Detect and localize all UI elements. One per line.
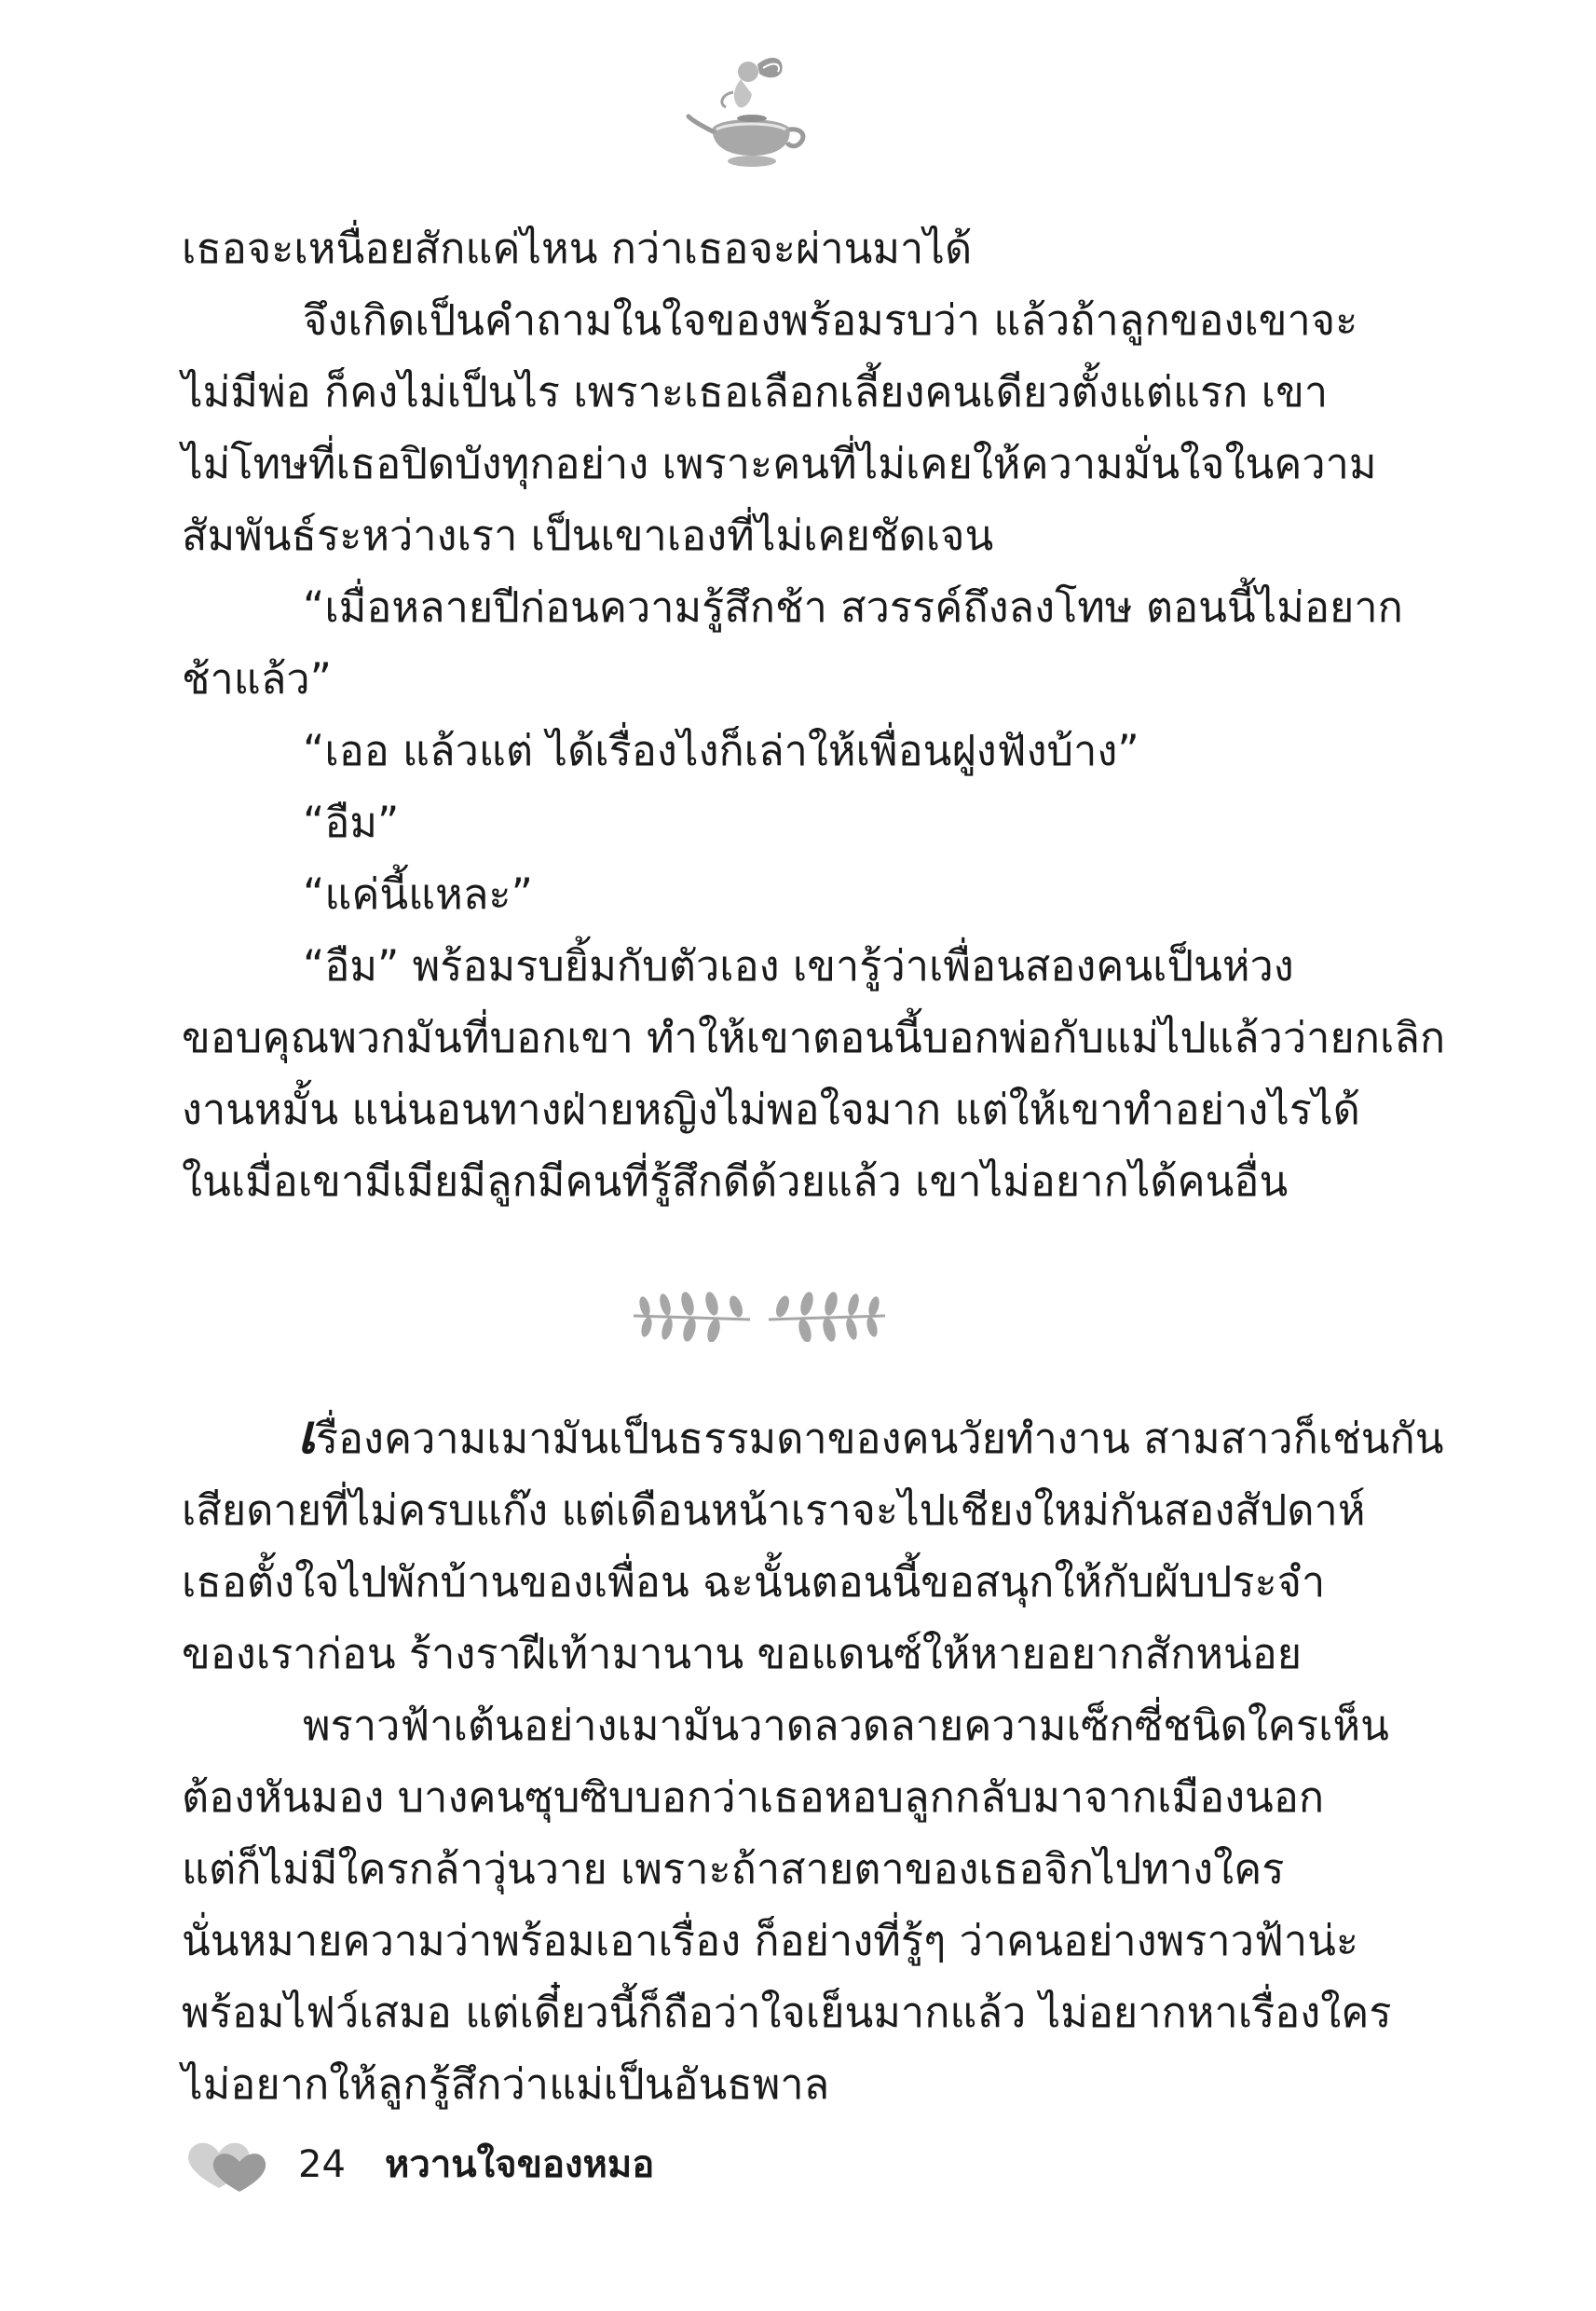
paragraph-line: นั่นหมายความว่าพร้อมเอาเรื่อง ก็อย่างที่รู้ๆ ว่าคนอย่างพราวฟ้าน่ะ <box>182 1916 1359 1965</box>
double-heart-icon <box>182 2132 275 2197</box>
body-text-section-2 <box>182 1402 1444 2120</box>
paragraph-line: ในเมื่อเขามีเมียมีลูกมีคนที่รู้สึกดีด้วยแล้ว เขาไม่อยากได้คนอื่น <box>182 1156 1289 1206</box>
cupid-teapot-ornament-icon <box>685 51 825 172</box>
paragraph-line: “แค่นี้แหละ” <box>303 869 533 919</box>
page-number: 24 <box>298 2143 346 2186</box>
paragraph-line: พร้อมไฟว์เสมอ แต่เดี๋ยวนี้ก็ถือว่าใจเย็นมากแล้ว ไม่อยากหาเรื่องใคร <box>182 1988 1392 2037</box>
first-line-text: รื่องความเมามันเป็นธรรมดาของคนวัยทำงาน สามสาวก็เช่นกัน <box>315 1414 1444 1463</box>
page-footer <box>182 2132 1020 2197</box>
paragraph-line: ช้าแล้ว” <box>182 654 332 704</box>
paragraph-line: จึงเกิดเป็นคำถามในใจของพร้อมรบว่า แล้วถ้าลูกของเขาจะ <box>303 295 1358 345</box>
paragraph-line: เธอจะเหนื่อยสักแค่ไหน กว่าเธอจะผ่านมาได้ <box>182 224 973 273</box>
paragraph-line: ไม่โทษที่เธอปิดบังทุกอย่าง เพราะคนที่ไม่เคยให้ความมั่นใจในความ <box>182 439 1377 488</box>
paragraph-line: “เมื่อหลายปีก่อนความรู้สึกช้า สวรรค์ถึงลงโทษ ตอนนี้ไม่อยาก <box>303 582 1403 632</box>
paragraph-line <box>182 1402 1444 1474</box>
paragraph-line: “อืม” <box>303 798 400 847</box>
paragraph-line: “เออ แล้วแต่ ได้เรื่องไงก็เล่าให้เพื่อนฝูงฟังบ้าง” <box>303 726 1139 775</box>
paragraph-line: ต้องหันมอง บางคนซุบซิบบอกว่าเธอหอบลูกกลับมาจากเมืองนอก <box>182 1772 1325 1822</box>
drop-cap: เ <box>297 1402 316 1466</box>
paragraph-line: ไม่อยากให้ลูกรู้สึกว่าแม่เป็นอันธพาล <box>182 2059 830 2109</box>
paragraph-line: งานหมั้น แน่นอนทางฝ่ายหญิงไม่พอใจมาก แต่ให้เขาทำอย่างไรได้ <box>182 1085 1360 1134</box>
paragraph-line: แต่ก็ไม่มีใครกล้าวุ่นวาย เพราะถ้าสายตาของเธอจิกไปทางใคร <box>182 1844 1285 1894</box>
paragraph-line: พราวฟ้าเต้นอย่างเมามันวาดลวดลายความเซ็กซี่ชนิดใครเห็น <box>303 1701 1389 1750</box>
paragraph-line: เสียดายที่ไม่ครบแก๊ง แต่เดือนหน้าเราจะไปเชียงใหม่กันสองสัปดาห์ <box>182 1485 1366 1535</box>
paragraph-line: “อืม” พร้อมรบยิ้มกับตัวเอง เขารู้ว่าเพื่อนสองคนเป็นห่วง <box>303 941 1294 991</box>
paragraph-line: สัมพันธ์ระหว่างเรา เป็นเขาเองที่ไม่เคยชัดเจน <box>182 511 994 560</box>
paragraph-line: ขอบคุณพวกมันที่บอกเขา ทำให้เขาตอนนี้บอกพ่อกับแม่ไปแล้วว่ายกเลิก <box>182 1013 1446 1062</box>
paragraph-line: เธอตั้งใจไปพักบ้านของเพื่อน ฉะนั้นตอนนี้ขอสนุกให้กับผับประจำ <box>182 1557 1326 1607</box>
paragraph-line: ไม่มีพ่อ ก็คงไม่เป็นไร เพราะเธอเลือกเลี้ยงคนเดียวตั้งแต่แรก เขา <box>182 367 1329 417</box>
body-text-section-1 <box>182 212 1446 1217</box>
paragraph-line: ของเราก่อน ร้างราฝีเท้ามานาน ขอแดนซ์ให้หายอยากสักหน่อย <box>182 1629 1303 1678</box>
book-title: หวานใจของหมอ <box>385 2143 655 2186</box>
leaf-branch-divider-icon <box>624 1286 894 1342</box>
